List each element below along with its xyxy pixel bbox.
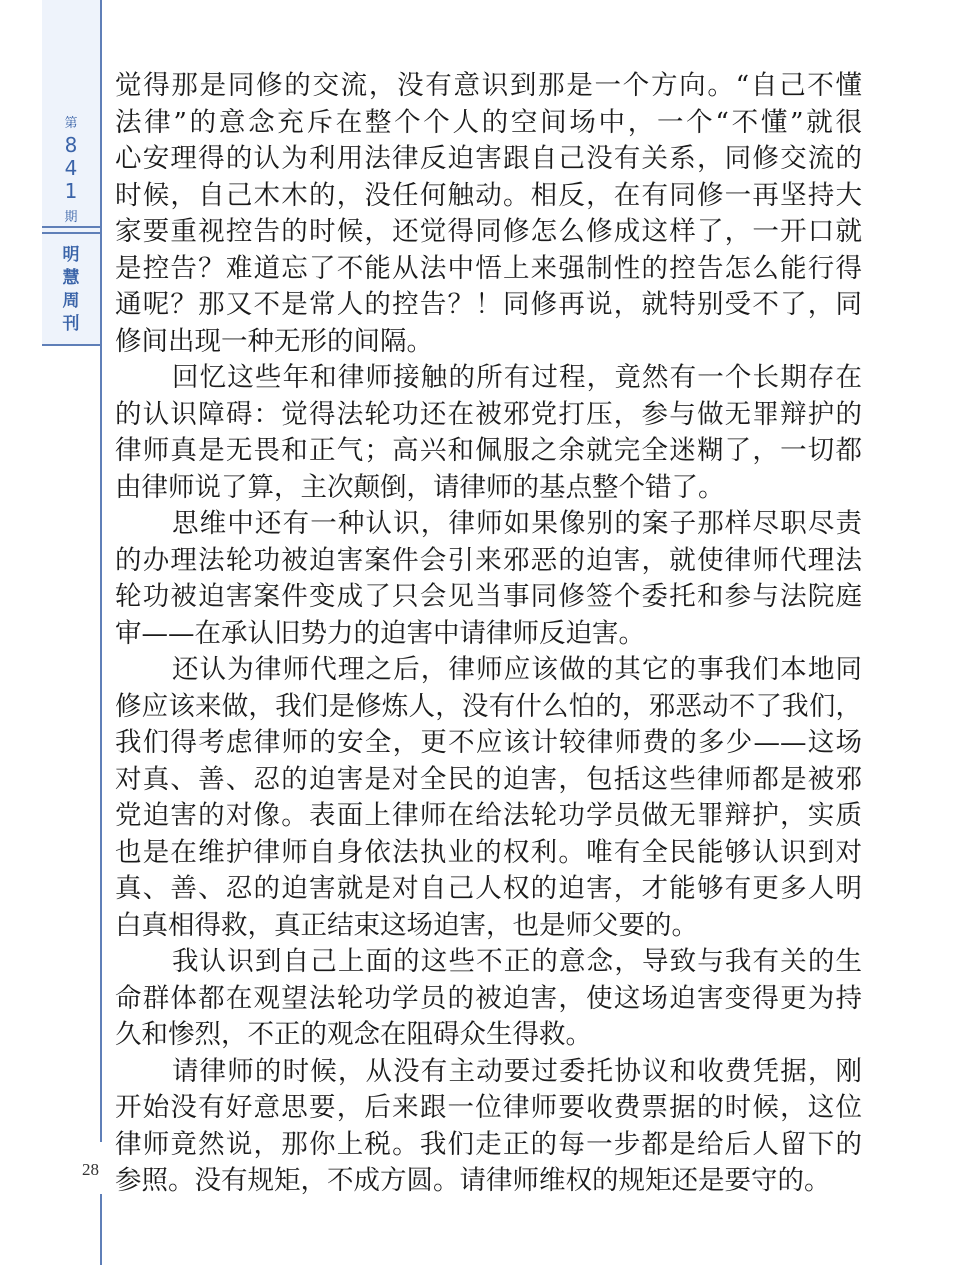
body-line: 心安理得的认为利用法律反迫害跟自己没有关系，同修交流的	[115, 143, 862, 174]
body-line: 修应该来做，我们是修炼人，没有什么怕的，邪恶动不了我们，	[115, 690, 862, 722]
body-line: 修间出现一种无形的间隔。	[115, 325, 433, 357]
issue-prefix: 第	[64, 116, 78, 131]
sidebar-bottom-rule	[42, 344, 101, 346]
sidebar-divider	[42, 226, 101, 228]
body-line: 思维中还有一种认识，律师如果像别的案子那样尽职尽责	[172, 508, 862, 539]
article-body	[115, 68, 862, 1200]
body-line: 律师竟然说，那你上税。我们走正的每一步都是给后人留下的	[115, 1128, 862, 1160]
body-line: 回忆这些年和律师接触的所有过程，竟然有一个长期存在	[172, 362, 862, 393]
page-number: 28	[82, 1160, 99, 1179]
body-line: 请律师的时候，从没有主动要过委托协议和收费凭据，刚	[172, 1055, 862, 1087]
sidebar-divider	[42, 232, 101, 234]
body-line: 律师真是无畏和正气；高兴和佩服之余就完全迷糊了，一切都	[115, 435, 862, 466]
body-line: 的办理法轮功被迫害案件会引来邪恶的迫害，就使律师代理法	[115, 544, 862, 576]
body-line: 的认识障碍：觉得法轮功还在被邪党打压，参与做无罪辩护的	[115, 398, 862, 430]
magazine-title-char: 刊	[62, 314, 80, 334]
body-line: 审——在承认旧势力的迫害中请律师反迫害。	[115, 617, 645, 649]
body-line: 真、善、忍的迫害就是对自己人权的迫害，才能够有更多人明	[115, 873, 862, 904]
issue-suffix: 期	[64, 210, 78, 225]
body-line: 是控告？难道忘了不能从法中悟上来强制性的控告怎么能行得	[115, 252, 862, 284]
issue-digit: 8	[64, 133, 78, 157]
body-line: 时候，自己木木的，没任何触动。相反，在有同修一再坚持大	[115, 179, 862, 211]
magazine-title-char: 周	[62, 291, 80, 311]
body-line: 开始没有好意思要，后来跟一位律师要收费票据的时候，这位	[115, 1092, 862, 1123]
magazine-title-char: 慧	[62, 268, 80, 288]
body-line: 通呢？那又不是常人的控告？！同修再说，就特别受不了，同	[115, 289, 862, 320]
body-line: 家要重视控告的时候，还觉得同修怎么修成这样了，一开口就	[115, 216, 862, 247]
issue-digit: 1	[64, 179, 78, 203]
body-line: 命群体都在观望法轮功学员的被迫害，使这场迫害变得更为持	[115, 982, 862, 1014]
body-line: 白真相得救，真正结束这场迫害，也是师父要的。	[115, 909, 698, 941]
body-line: 党迫害的对像。表面上律师在给法轮功学员做无罪辩护，实质	[115, 800, 862, 831]
body-line: 觉得那是同修的交流，没有意识到那是一个方向。“自己不懂	[115, 70, 862, 101]
body-line: 我认识到自己上面的这些不正的意念，导致与我有关的生	[172, 946, 862, 977]
body-line: 法律”的意念充斥在整个个人的空间场中，一个“不懂”就很	[115, 106, 862, 138]
body-line: 我们得考虑律师的安全，更不应该计较律师费的多少——这场	[115, 727, 862, 758]
body-line: 参照。没有规矩，不成方圆。请律师维权的规矩还是要守的。	[115, 1165, 831, 1196]
body-line: 也是在维护律师自身依法执业的权利。唯有全民能够认识到对	[115, 836, 862, 868]
body-line: 对真、善、忍的迫害是对全民的迫害，包括这些律师都是被邪	[115, 763, 862, 795]
issue-digit: 4	[64, 156, 78, 180]
vertical-rule	[100, 0, 102, 1265]
magazine-title-char: 明	[62, 245, 80, 265]
body-line: 轮功被迫害案件变成了只会见当事同修签个委托和参与法院庭	[115, 581, 862, 612]
body-line: 还认为律师代理之后，律师应该做的其它的事我们本地同	[172, 654, 862, 685]
body-line: 由律师说了算，主次颠倒，请律师的基点整个错了。	[115, 471, 725, 503]
body-line: 久和惨烈，不正的观念在阻碍众生得救。	[115, 1019, 592, 1050]
